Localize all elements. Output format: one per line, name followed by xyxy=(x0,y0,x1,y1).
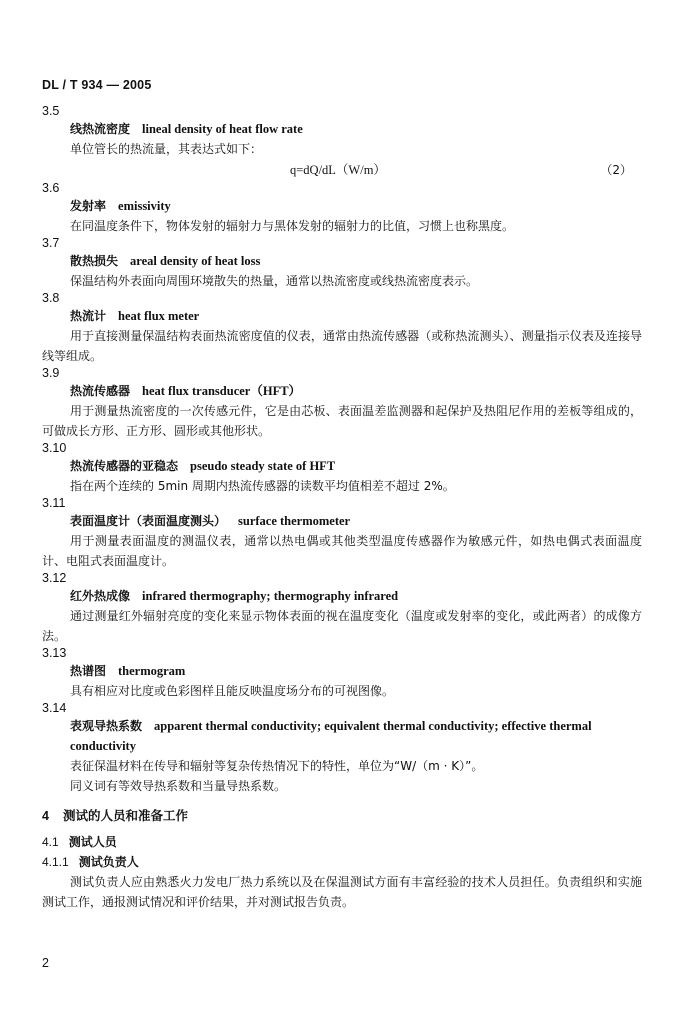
section-number: 3.11 xyxy=(42,496,66,510)
term-chinese: 热流计 xyxy=(70,309,107,323)
term-english: areal density of heat loss xyxy=(130,254,261,268)
subsubsection-title: 测试负责人 xyxy=(78,855,139,869)
term-definition: 表征保温材料在传导和辐射等复杂传热情况下的特性，单位为“W/（m · K）”。 xyxy=(70,759,484,773)
chapter-number: 4 xyxy=(42,809,49,823)
term-english: heat flux meter xyxy=(118,309,200,323)
term-heading xyxy=(42,661,642,681)
term-heading xyxy=(42,456,642,476)
term-english: emissivity xyxy=(118,199,171,213)
page-number: 2 xyxy=(42,956,49,970)
term-definition-synonyms: 同义词有等效导热系数和当量导热系数。 xyxy=(70,779,287,793)
term-english: thermogram xyxy=(118,664,186,678)
equation-number: （2） xyxy=(600,163,632,177)
section-number: 3.8 xyxy=(42,291,60,305)
term-chinese: 发射率 xyxy=(70,199,107,213)
formula-line xyxy=(42,159,642,181)
subsubsection-heading xyxy=(42,852,642,872)
term-definition: 单位管长的热流量，其表达式如下： xyxy=(70,142,263,156)
term-definition: 在同温度条件下，物体发射的辐射力与黑体发射的辐射力的比值，习惯上也称黑度。 xyxy=(70,219,515,233)
term-definition: 用于测量热流密度的一次传感元件，它是由芯板、表面温差监测器和起保护及热阻尼作用的差板等组成的，可做成长方形、正方形、圆形或其他形状。 xyxy=(42,404,642,438)
term-chinese: 红外热成像 xyxy=(70,589,131,603)
term-english: heat flux transducer（HFT） xyxy=(142,384,302,398)
subsubsection-number: 4.1.1 xyxy=(42,855,69,869)
section-number: 3.13 xyxy=(42,646,67,660)
term-chinese: 热流传感器的亚稳态 xyxy=(70,459,179,473)
term-heading xyxy=(42,716,642,756)
section-number: 3.5 xyxy=(42,104,60,118)
subsection-title: 测试人员 xyxy=(68,835,117,849)
term-heading xyxy=(42,511,642,531)
term-english: surface thermometer xyxy=(238,514,351,528)
section-number: 3.6 xyxy=(42,181,60,195)
term-english: apparent thermal conductivity; equivalent thermal conductivity; effective thermal conductivity xyxy=(70,719,592,753)
term-chinese: 线热流密度 xyxy=(70,122,131,136)
document-content xyxy=(42,104,642,912)
section-number: 3.9 xyxy=(42,366,60,380)
subsection-number: 4.1 xyxy=(42,835,59,849)
term-chinese: 表观导热系数 xyxy=(70,719,143,733)
term-chinese: 表面温度计（表面温度测头） xyxy=(70,514,227,528)
term-heading xyxy=(42,306,642,326)
section-number: 3.7 xyxy=(42,236,60,250)
term-english: pseudo steady state of HFT xyxy=(190,459,336,473)
term-definition: 具有相应对比度或色彩图样且能反映温度场分布的可视图像。 xyxy=(70,684,395,698)
chapter-heading xyxy=(42,806,642,826)
term-chinese: 热流传感器 xyxy=(70,384,131,398)
term-heading xyxy=(42,381,642,401)
term-definition: 保温结构外表面向周围环境散失的热量，通常以热流密度或线热流密度表示。 xyxy=(70,274,479,288)
term-definition: 用于测量表面温度的测温仪表，通常以热电偶或其他类型温度传感器作为敏感元件，如热电偶式表面温度计、电阻式表面温度计。 xyxy=(42,534,642,568)
term-chinese: 热谱图 xyxy=(70,664,107,678)
section-number: 3.14 xyxy=(42,701,67,715)
section-number: 3.10 xyxy=(42,441,67,455)
term-english: infrared thermography; thermography infrared xyxy=(142,589,399,603)
term-definition: 指在两个连续的 5min 周期内热流传感器的读数平均值相差不超过 2%。 xyxy=(70,479,455,493)
subsection-heading xyxy=(42,832,642,852)
subsubsection-body: 测试负责人应由熟悉火力发电厂热力系统以及在保温测试方面有丰富经验的技术人员担任。负责组织和实施测试工作，通报测试情况和评价结果，并对测试报告负责。 xyxy=(42,875,642,909)
formula-expression: q=dQ/dL（W/m） xyxy=(290,163,386,177)
chapter-title: 测试的人员和准备工作 xyxy=(62,808,188,823)
standard-code-header: DL / T 934 — 2005 xyxy=(42,78,152,92)
term-chinese: 散热损失 xyxy=(70,254,119,268)
term-heading xyxy=(42,119,642,139)
section-number: 3.12 xyxy=(42,571,67,585)
term-definition: 用于直接测量保温结构表面热流密度值的仪表，通常由热流传感器（或称热流测头）、测量指示仪表及连接导线等组成。 xyxy=(42,329,642,363)
term-heading xyxy=(42,586,642,606)
term-heading xyxy=(42,251,642,271)
term-definition: 通过测量红外辐射亮度的变化来显示物体表面的视在温度变化（温度或发射率的变化，或此两者）的成像方法。 xyxy=(42,609,642,643)
term-english: lineal density of heat flow rate xyxy=(142,122,303,136)
term-heading xyxy=(42,196,642,216)
